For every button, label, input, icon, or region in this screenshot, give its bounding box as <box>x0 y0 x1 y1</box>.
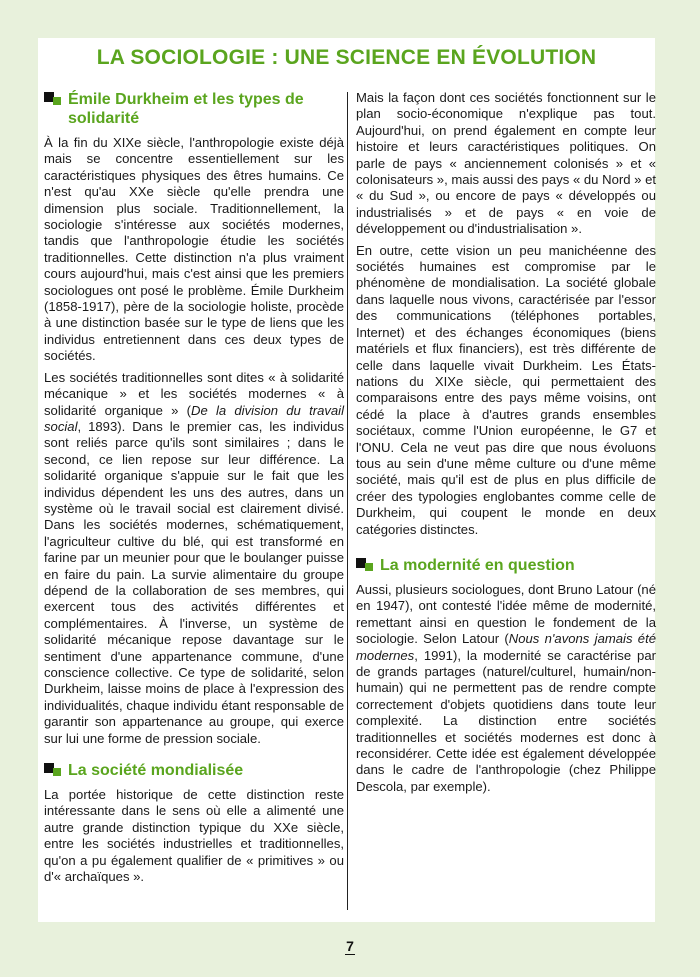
mondialisee-paragraph-2: Mais la façon dont ces sociétés fonctionnent sur le plan socio-économique n'explique pas tout. Aujourd'hui, on prend également en compte leur histoire et leurs caractéristiques politiques. On parle de pays « anciennement colonisés » et « colonisateurs », mais aussi des pays « du Nord » et « du Sud », ou encore de pays « développés ou industrialisés » et de pays « en voie de développement ou d'industrialisation ». <box>356 90 656 237</box>
section-heading-durkheim <box>44 90 344 128</box>
section-heading-modernite-text: La modernité en question <box>380 556 575 574</box>
column-divider <box>347 92 348 910</box>
page-title: LA SOCIOLOGIE : UNE SCIENCE EN ÉVOLUTION <box>96 46 597 69</box>
book-title-latour: Nous n'avons jamais été modernes <box>356 631 656 663</box>
mondialisee-paragraph-3: En outre, cette vision un peu manichéenne des sociétés humaines est compromise par le phénomène de mondialisation. La société globale dans laquelle nous vivons, caractérisée par l'essor des communications (téléphones portables, Internet) et des échanges économiques (biens matériels et flux financiers), est très différente de celle dans laquelle vivait Durkheim. Les États-nations du XIXe siècle, qui permettaient des comparaisons entre des pays même voisins, ont cédé la place à d'autres grands ensembles sociétaux, comme l'Union européenne, le G7 et l'ONU. Cela ne veut pas dire que nous évoluons tous au sein d'une même culture ou d'une même société, mais qu'il est de plus en plus difficile de créer des typologies englobantes comme celle de Durkheim, qui coupent le monde en deux catégories distinctes. <box>356 242 656 537</box>
modernite-paragraph-1: Aussi, plusieurs sociologues, dont Bruno Latour (né en 1947), ont contesté l'idée même de modernité, remettant ainsi en question le fondement de la sociologie. Selon Latour (Nous n'avons jamais été modernes, 1991), la modernité se caractérise par de grands partages (naturel/culturel, humain/non-humain) qui ne permettent pas de rendre compte correctement d'objets quotidiens dans toute leur complexité. La distinction entre sociétés traditionnelles et sociétés modernes est donc à reconsidérer. Cette idée est également développée dans le cadre de l'anthropologie (chez Philippe Descola, par exemple). <box>356 581 656 794</box>
mondialisee-paragraph-1: La portée historique de cette distinction reste intéressante dans le sens où elle a alimenté une autre grande distinction typique du XXe siècle, entre les sociétés industrielles et traditionnelles, qu'on a pu également qualifier de « primitives » ou d'« archaïques ». <box>44 787 344 885</box>
book-title-division: De la division du travail social <box>44 402 344 434</box>
durkheim-paragraph-2: Les sociétés traditionnelles sont dites « à solidarité mécanique » et les sociétés modernes « à solidarité organique » (De la division du travail social, 1893). Dans le premier cas, les individus sont reliés parce qu'ils sont similaires ; dans le second, ce lien repose sur leur différence. La solidarité organique s'appuie sur le fait que les individus dépendent les uns des autres, dans un système où le travail social est clairement divisé. Dans les sociétés modernes, schématiquement, l'agriculteur cultive du blé, qui est transformé en farine par un meunier pour que le boulanger puisse en faire du pain. La survie alimentaire du groupe dépend de la collaboration de ses membres, qui exercent tous des activités différentes et complémentaires. À l'inverse, un système de solidarité mécanique repose davantage sur le sentiment d'une appartenance commune, d'une conscience collective. Ce type de solidarité, selon Durkheim, laisse moins de place à l'expression des individualités, chaque individu étant responsable de garantir son appartenance au groupe, qui exerce sur lui une forme de pression sociale. <box>44 369 344 746</box>
square-bullet-icon <box>356 558 376 571</box>
section-heading-durkheim-text: Émile Durkheim et les types de solidarité <box>68 91 304 127</box>
page-number: 7 <box>346 938 354 954</box>
left-column <box>44 90 344 890</box>
section-heading-modernite <box>356 556 656 575</box>
right-column <box>356 90 656 800</box>
square-bullet-icon <box>44 92 64 105</box>
section-heading-mondialisee <box>44 761 344 780</box>
square-bullet-icon <box>44 763 64 776</box>
durkheim-paragraph-1: À la fin du XIXe siècle, l'anthropologie existe déjà mais se concentre essentiellement sur les caractéristiques physiques des êtres humains. Ce n'est qu'au XXe siècle qu'elle prendra une dimension plus sociale. Traditionnellement, la sociologie s'intéresse aux sociétés modernes, tandis que l'anthropologie étudie les sociétés traditionnelles. Cette distinction n'a plus vraiment cours aujourd'hui, mais c'est ainsi que les premiers sociologues ont posé le problème. Émile Durkheim (1858-1917), père de la sociologie holiste, procède à une distinction basée sur le type de liens que les individus entretiennent dans ces deux types de sociétés. <box>44 135 344 364</box>
section-heading-mondialisee-text: La société mondialisée <box>68 762 244 780</box>
page <box>38 38 655 922</box>
